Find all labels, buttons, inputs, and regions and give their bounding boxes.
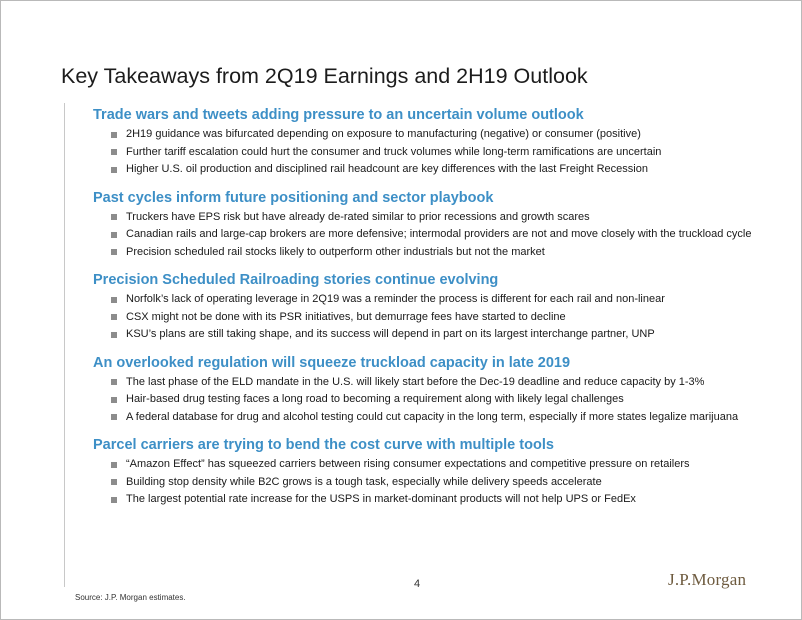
bullet-list — [93, 209, 793, 262]
bullet-item — [93, 291, 793, 309]
bullet-item — [93, 409, 793, 427]
bullet-item — [93, 244, 793, 262]
square-bullet-icon — [111, 462, 117, 468]
bullet-item — [93, 161, 793, 179]
section-heading: Trade wars and tweets adding pressure to an uncertain volume outlook — [93, 107, 584, 123]
source-note: Source: J.P. Morgan estimates. — [75, 593, 186, 602]
section-heading: Precision Scheduled Railroading stories continue evolving — [93, 272, 499, 288]
square-bullet-icon — [111, 214, 117, 220]
section — [93, 269, 793, 344]
bullet-text: KSU’s plans are still taking shape, and its success will depend in part on its largest interchange partner, UNP — [126, 328, 655, 340]
section — [93, 187, 793, 262]
bullet-text: Hair-based drug testing faces a long road to becoming a requirement along with likely legal challenges — [126, 393, 624, 405]
section — [93, 434, 793, 509]
bullet-text: The largest potential rate increase for the USPS in market-dominant products will not help UPS or FedEx — [126, 493, 636, 505]
bullet-list — [93, 456, 793, 509]
bullet-item — [93, 391, 793, 409]
bullet-item — [93, 491, 793, 509]
bullet-list — [93, 374, 793, 427]
square-bullet-icon — [111, 249, 117, 255]
square-bullet-icon — [111, 167, 117, 173]
bullet-item — [93, 226, 793, 244]
square-bullet-icon — [111, 149, 117, 155]
bullet-item — [93, 209, 793, 227]
section-heading: Past cycles inform future positioning and sector playbook — [93, 189, 494, 206]
bullet-text: Precision scheduled rail stocks likely to outperform other industrials but not the market — [126, 245, 545, 258]
bullet-list — [93, 126, 793, 179]
bullet-item — [93, 126, 793, 144]
square-bullet-icon — [111, 332, 117, 338]
bullet-text: The last phase of the ELD mandate in the U.S. will likely start before the Dec-19 deadline and reduce capacity by 1-3% — [126, 375, 705, 388]
square-bullet-icon — [111, 232, 117, 238]
page-number: 4 — [414, 578, 421, 590]
square-bullet-icon — [111, 479, 117, 485]
square-bullet-icon — [111, 379, 117, 385]
bullet-text: Truckers have EPS risk but have already de-rated similar to prior recessions and growth scares — [126, 210, 590, 223]
bullet-text: 2H19 guidance was bifurcated depending on exposure to manufacturing (negative) or consumer (positive) — [126, 128, 641, 140]
bullet-list — [93, 291, 793, 344]
section — [93, 352, 793, 427]
bullet-text: A federal database for drug and alcohol testing could cut capacity in the long term, especially if more states legalize marijuana — [126, 410, 739, 423]
takeaways-content — [93, 104, 793, 517]
section — [93, 104, 793, 179]
bullet-text: Higher U.S. oil production and disciplined rail headcount are key differences with the last Freight Recession — [126, 163, 648, 175]
bullet-text: Norfolk’s lack of operating leverage in 2Q19 was a reminder the process is different for each rail and non-linear — [126, 293, 665, 305]
bullet-item — [93, 456, 793, 474]
bullet-item — [93, 326, 793, 344]
bullet-text: “Amazon Effect” has squeezed carriers between rising consumer expectations and competitive pressure on retailers — [126, 458, 690, 470]
section-heading: Parcel carriers are trying to bend the cost curve with multiple tools — [93, 437, 554, 453]
bullet-text: CSX might not be done with its PSR initiatives, but demurrage fees have started to decline — [126, 310, 566, 323]
square-bullet-icon — [111, 314, 117, 320]
bullet-item — [93, 374, 793, 392]
bullet-item — [93, 309, 793, 327]
bullet-text: Further tariff escalation could hurt the consumer and truck volumes while long-term ramifications are uncertain — [126, 145, 662, 158]
vertical-divider — [64, 103, 65, 587]
square-bullet-icon — [111, 497, 117, 503]
square-bullet-icon — [111, 414, 117, 420]
square-bullet-icon — [111, 397, 117, 403]
square-bullet-icon — [111, 297, 117, 303]
square-bullet-icon — [111, 132, 117, 138]
jpmorgan-logo: J.P.Morgan — [668, 570, 747, 589]
bullet-text: Canadian rails and large-cap brokers are more defensive; intermodal providers are not and move closely with the truckload cycle — [126, 228, 752, 240]
bullet-text: Building stop density while B2C grows is a tough task, especially while delivery speeds accelerate — [126, 475, 602, 488]
page-title: Key Takeaways from 2Q19 Earnings and 2H19 Outlook — [61, 64, 588, 88]
bullet-item — [93, 144, 793, 162]
section-heading: An overlooked regulation will squeeze truckload capacity in late 2019 — [93, 354, 571, 371]
bullet-item — [93, 474, 793, 492]
